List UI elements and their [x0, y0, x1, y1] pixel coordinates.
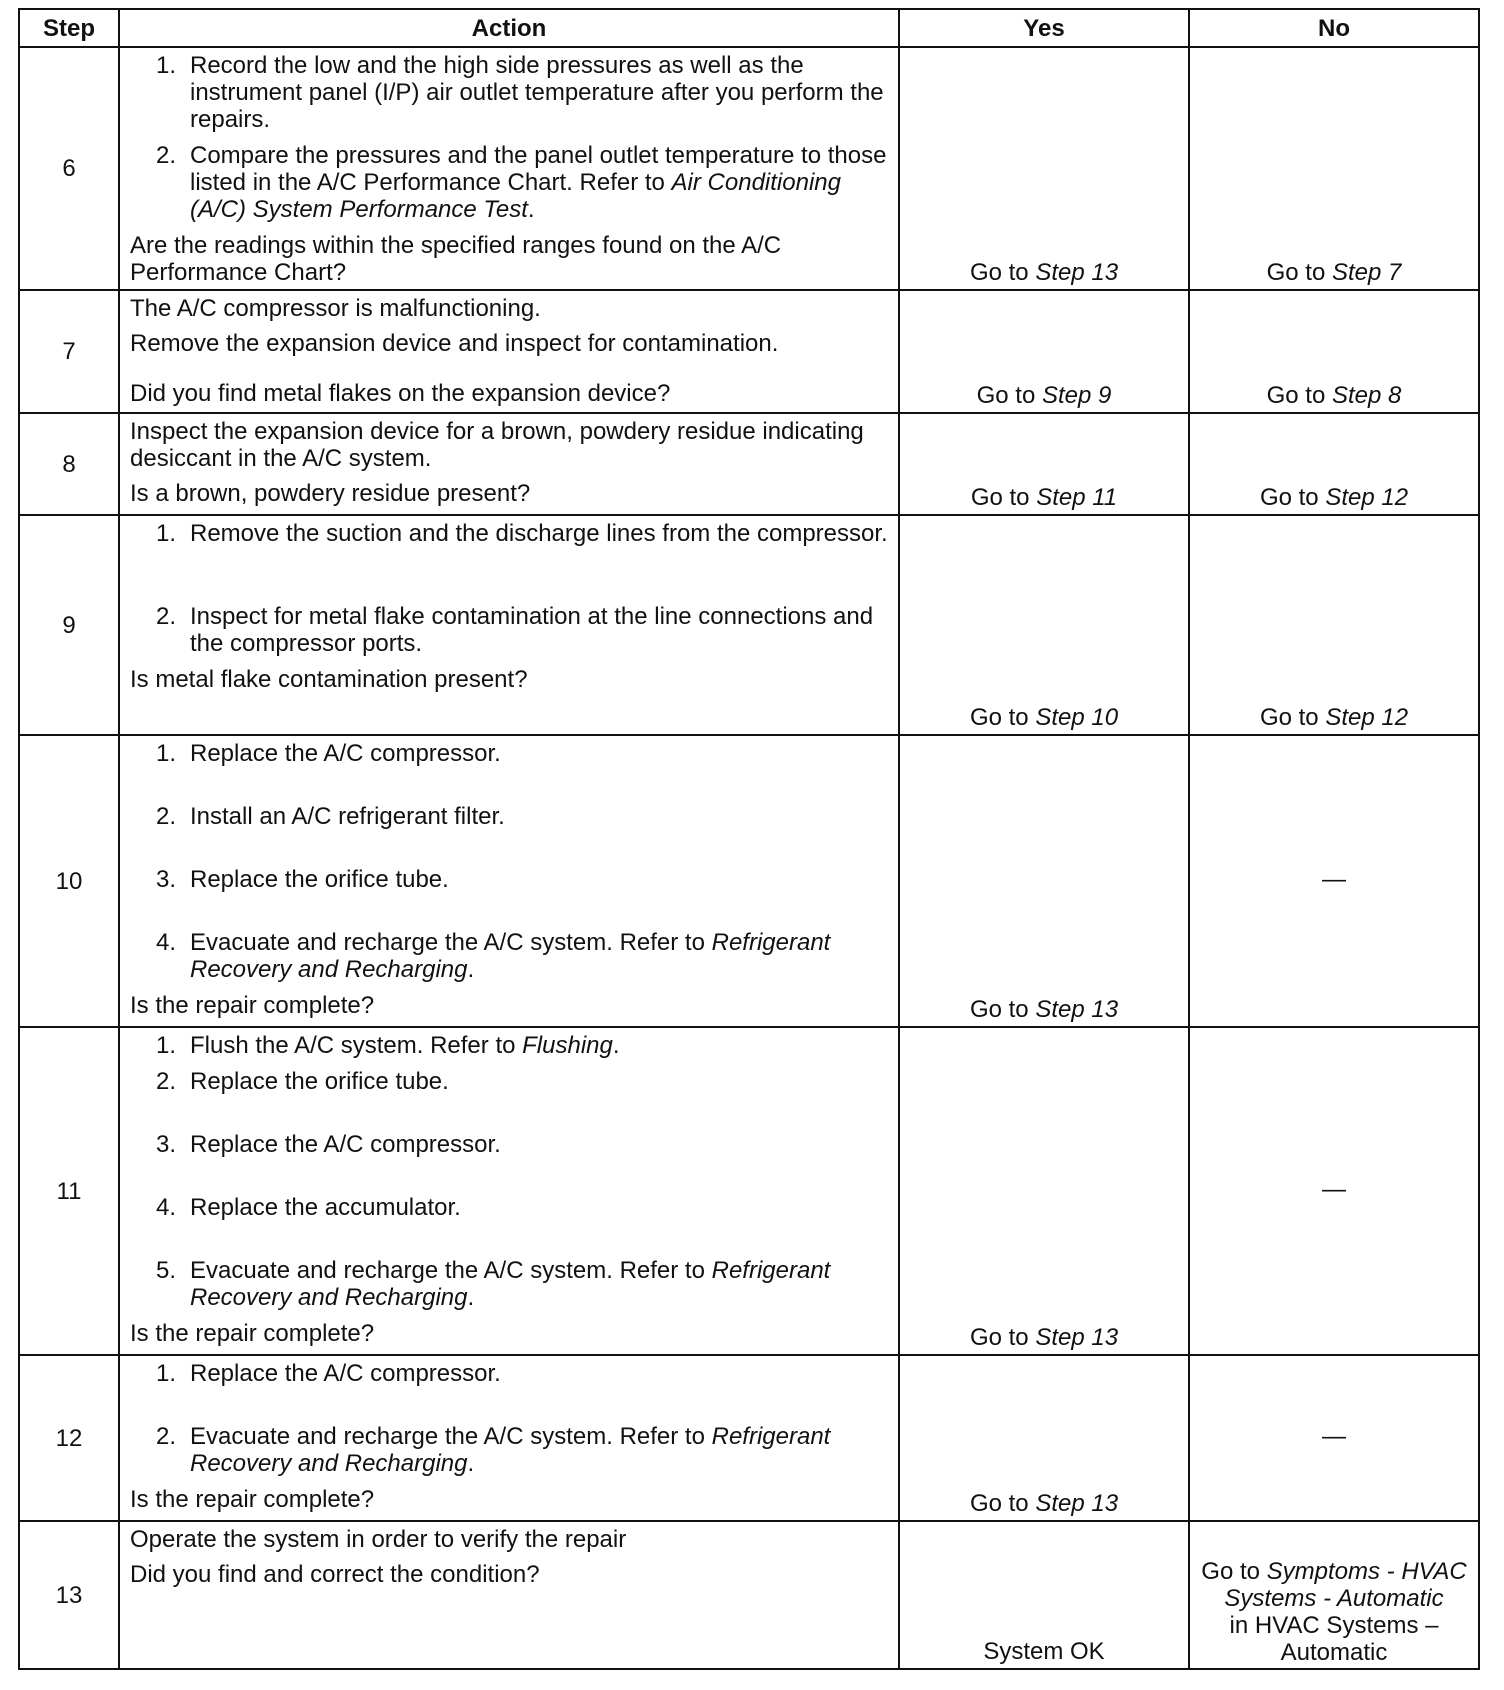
item-text: Evacuate and recharge the A/C system. Refer to — [190, 1423, 712, 1450]
item-text: Replace the orifice tube. — [190, 866, 449, 893]
no-cell — [1189, 1027, 1479, 1355]
list-item — [130, 803, 888, 830]
goto-prefix: Go to — [969, 1490, 1036, 1517]
action-cell — [119, 735, 899, 1027]
diagnostic-table-page — [18, 8, 1478, 1670]
goto-step-ref: Step 13 — [1035, 259, 1119, 286]
item-tail: . — [467, 1284, 475, 1311]
no-cell — [1189, 290, 1479, 413]
yes-cell — [899, 735, 1189, 1027]
action-list — [130, 740, 888, 983]
list-item — [130, 1032, 888, 1059]
table-row — [19, 413, 1479, 515]
header-no: No — [1189, 9, 1479, 47]
goto-step-ref: Step 12 — [1325, 484, 1409, 511]
question: Is the repair complete? — [130, 1486, 375, 1513]
action-list — [130, 1032, 888, 1311]
no-cell — [1189, 515, 1479, 735]
question: Did you find metal flakes on the expansion device? — [130, 380, 671, 407]
item-number: 2. — [156, 142, 177, 169]
item-reference: Air Conditioning (A/C) System Performance Test — [190, 169, 841, 223]
item-text: Replace the A/C compressor. — [190, 1360, 501, 1387]
goto-prefix: Go to — [1266, 259, 1332, 286]
item-number: 3. — [156, 1131, 177, 1158]
goto-prefix: Go to — [969, 1324, 1036, 1351]
step-number: 6 — [19, 47, 119, 290]
item-reference: Flushing — [522, 1032, 613, 1059]
yes-cell — [899, 515, 1189, 735]
goto-prefix: Go to — [1259, 484, 1326, 511]
list-item — [130, 1194, 888, 1221]
question: Is metal flake contamination present? — [130, 666, 528, 693]
step-number: 7 — [19, 290, 119, 413]
list-item — [130, 1068, 888, 1095]
item-text: Inspect for metal flake contamination at the line connections and the compressor ports. — [190, 603, 874, 657]
step-number: 8 — [19, 413, 119, 515]
no-cell — [1189, 413, 1479, 515]
yes-cell — [899, 1027, 1189, 1355]
yes-cell — [899, 47, 1189, 290]
header-row — [19, 9, 1479, 47]
list-item — [130, 1423, 888, 1477]
item-reference: Refrigerant Recovery and Recharging — [190, 929, 831, 983]
item-tail: . — [467, 956, 475, 983]
item-text: Replace the accumulator. — [190, 1194, 461, 1221]
question: Are the readings within the specified ranges found on the A/C Performance Chart? — [130, 232, 782, 286]
goto-prefix: Go to — [969, 704, 1036, 731]
action-text: Operate the system in order to verify the repair — [130, 1526, 627, 1553]
list-item — [130, 52, 888, 133]
item-text: Replace the A/C compressor. — [190, 1131, 501, 1158]
no-cell — [1189, 1521, 1479, 1669]
action-cell — [119, 1355, 899, 1521]
step-number: 12 — [19, 1355, 119, 1521]
item-number: 1. — [156, 1032, 177, 1059]
action-cell — [119, 413, 899, 515]
item-tail: . — [467, 1450, 475, 1477]
item-number: 1. — [156, 740, 177, 767]
action-text: Inspect the expansion device for a brown, powdery residue indicating desiccant in the A/C system. — [130, 418, 864, 472]
goto-step-ref: Step 13 — [1035, 996, 1119, 1023]
question: Did you find and correct the condition? — [130, 1561, 540, 1588]
question: Is the repair complete? — [130, 1320, 375, 1347]
goto-step-ref: Step 13 — [1035, 1324, 1119, 1351]
item-text: Compare the pressures and the panel outlet temperature to those listed in the A/C Performance Chart. Refer to — [190, 142, 887, 196]
no-cell — [1189, 735, 1479, 1027]
table-row — [19, 1355, 1479, 1521]
table-row — [19, 290, 1479, 413]
action-cell — [119, 47, 899, 290]
item-text: Evacuate and recharge the A/C system. Refer to — [190, 1257, 712, 1284]
table-row — [19, 735, 1479, 1027]
item-text: Remove the suction and the discharge lines from the compressor. — [190, 520, 888, 547]
item-number: 2. — [156, 1423, 177, 1450]
goto-prefix: Go to — [969, 259, 1036, 286]
goto-step-ref: Step 11 — [1036, 484, 1118, 511]
action-list — [130, 520, 888, 657]
no-dash: — — [1322, 1423, 1346, 1450]
action-list — [130, 52, 888, 223]
list-item — [130, 1131, 888, 1158]
no-cell — [1189, 1355, 1479, 1521]
table-row — [19, 515, 1479, 735]
table-row — [19, 1521, 1479, 1669]
goto-step-ref: Step 12 — [1325, 704, 1409, 731]
item-text: Record the low and the high side pressures as well as the instrument panel (I/P) air outlet temperature after you perform the repairs. — [190, 52, 884, 133]
item-number: 1. — [156, 52, 177, 79]
yes-cell — [899, 413, 1189, 515]
item-text: Evacuate and recharge the A/C system. Refer to — [190, 929, 712, 956]
item-number: 5. — [156, 1257, 177, 1284]
goto-prefix: Go to — [976, 382, 1042, 409]
goto-suffix: in HVAC Systems – Automatic — [1229, 1612, 1439, 1666]
goto-step-ref: Step 13 — [1035, 1490, 1119, 1517]
goto-prefix: Go to — [969, 996, 1036, 1023]
goto-symptoms-ref: Symptoms - HVAC Systems - Automatic — [1224, 1558, 1467, 1612]
goto-step-ref: Step 9 — [1041, 382, 1112, 409]
table-row — [19, 1027, 1479, 1355]
item-text: Install an A/C refrigerant filter. — [190, 803, 505, 830]
item-number: 1. — [156, 520, 177, 547]
goto-step-ref: Step 8 — [1331, 382, 1402, 409]
list-item — [130, 740, 888, 767]
action-cell — [119, 1521, 899, 1669]
action-cell — [119, 1027, 899, 1355]
item-reference: Refrigerant Recovery and Recharging — [190, 1423, 831, 1477]
item-number: 4. — [156, 929, 177, 956]
list-item — [130, 929, 888, 983]
list-item — [130, 520, 888, 547]
action-cell — [119, 290, 899, 413]
goto-prefix: Go to — [970, 484, 1037, 511]
list-item — [130, 1257, 888, 1311]
item-number: 2. — [156, 803, 177, 830]
action-text: The A/C compressor is malfunctioning. — [130, 295, 541, 322]
action-text: Remove the expansion device and inspect for contamination. — [130, 330, 779, 357]
header-yes: Yes — [899, 9, 1189, 47]
no-dash: — — [1322, 866, 1346, 893]
item-tail: . — [527, 196, 535, 223]
yes-cell — [899, 1521, 1189, 1669]
item-tail: . — [612, 1032, 620, 1059]
step-number: 10 — [19, 735, 119, 1027]
step-number: 13 — [19, 1521, 119, 1669]
item-text: Flush the A/C system. Refer to — [190, 1032, 523, 1059]
item-number: 4. — [156, 1194, 177, 1221]
goto-prefix: Go to — [1266, 382, 1332, 409]
goto-prefix: Go to — [1201, 1558, 1267, 1585]
item-number: 1. — [156, 1360, 177, 1387]
action-list — [130, 1360, 888, 1477]
yes-cell — [899, 1355, 1189, 1521]
list-item — [130, 1360, 888, 1387]
question: Is a brown, powdery residue present? — [130, 480, 531, 507]
header-action: Action — [119, 9, 899, 47]
yes-cell — [899, 290, 1189, 413]
header-step: Step — [19, 9, 119, 47]
step-number: 9 — [19, 515, 119, 735]
diagnostic-table — [18, 8, 1480, 1670]
list-item — [130, 142, 888, 223]
action-cell — [119, 515, 899, 735]
goto-step-ref: Step 10 — [1035, 704, 1119, 731]
list-item — [130, 603, 888, 657]
item-number: 2. — [156, 1068, 177, 1095]
item-reference: Refrigerant Recovery and Recharging — [190, 1257, 831, 1311]
question: Is the repair complete? — [130, 992, 375, 1019]
item-text: Replace the A/C compressor. — [190, 740, 501, 767]
no-cell — [1189, 47, 1479, 290]
step-number: 11 — [19, 1027, 119, 1355]
goto-step-ref: Step 7 — [1331, 259, 1402, 286]
list-item — [130, 866, 888, 893]
table-row — [19, 47, 1479, 290]
item-number: 2. — [156, 603, 177, 630]
item-number: 3. — [156, 866, 177, 893]
system-ok-text: System OK — [983, 1638, 1105, 1665]
item-text: Replace the orifice tube. — [190, 1068, 449, 1095]
goto-prefix: Go to — [1259, 704, 1326, 731]
no-dash: — — [1322, 1176, 1346, 1203]
